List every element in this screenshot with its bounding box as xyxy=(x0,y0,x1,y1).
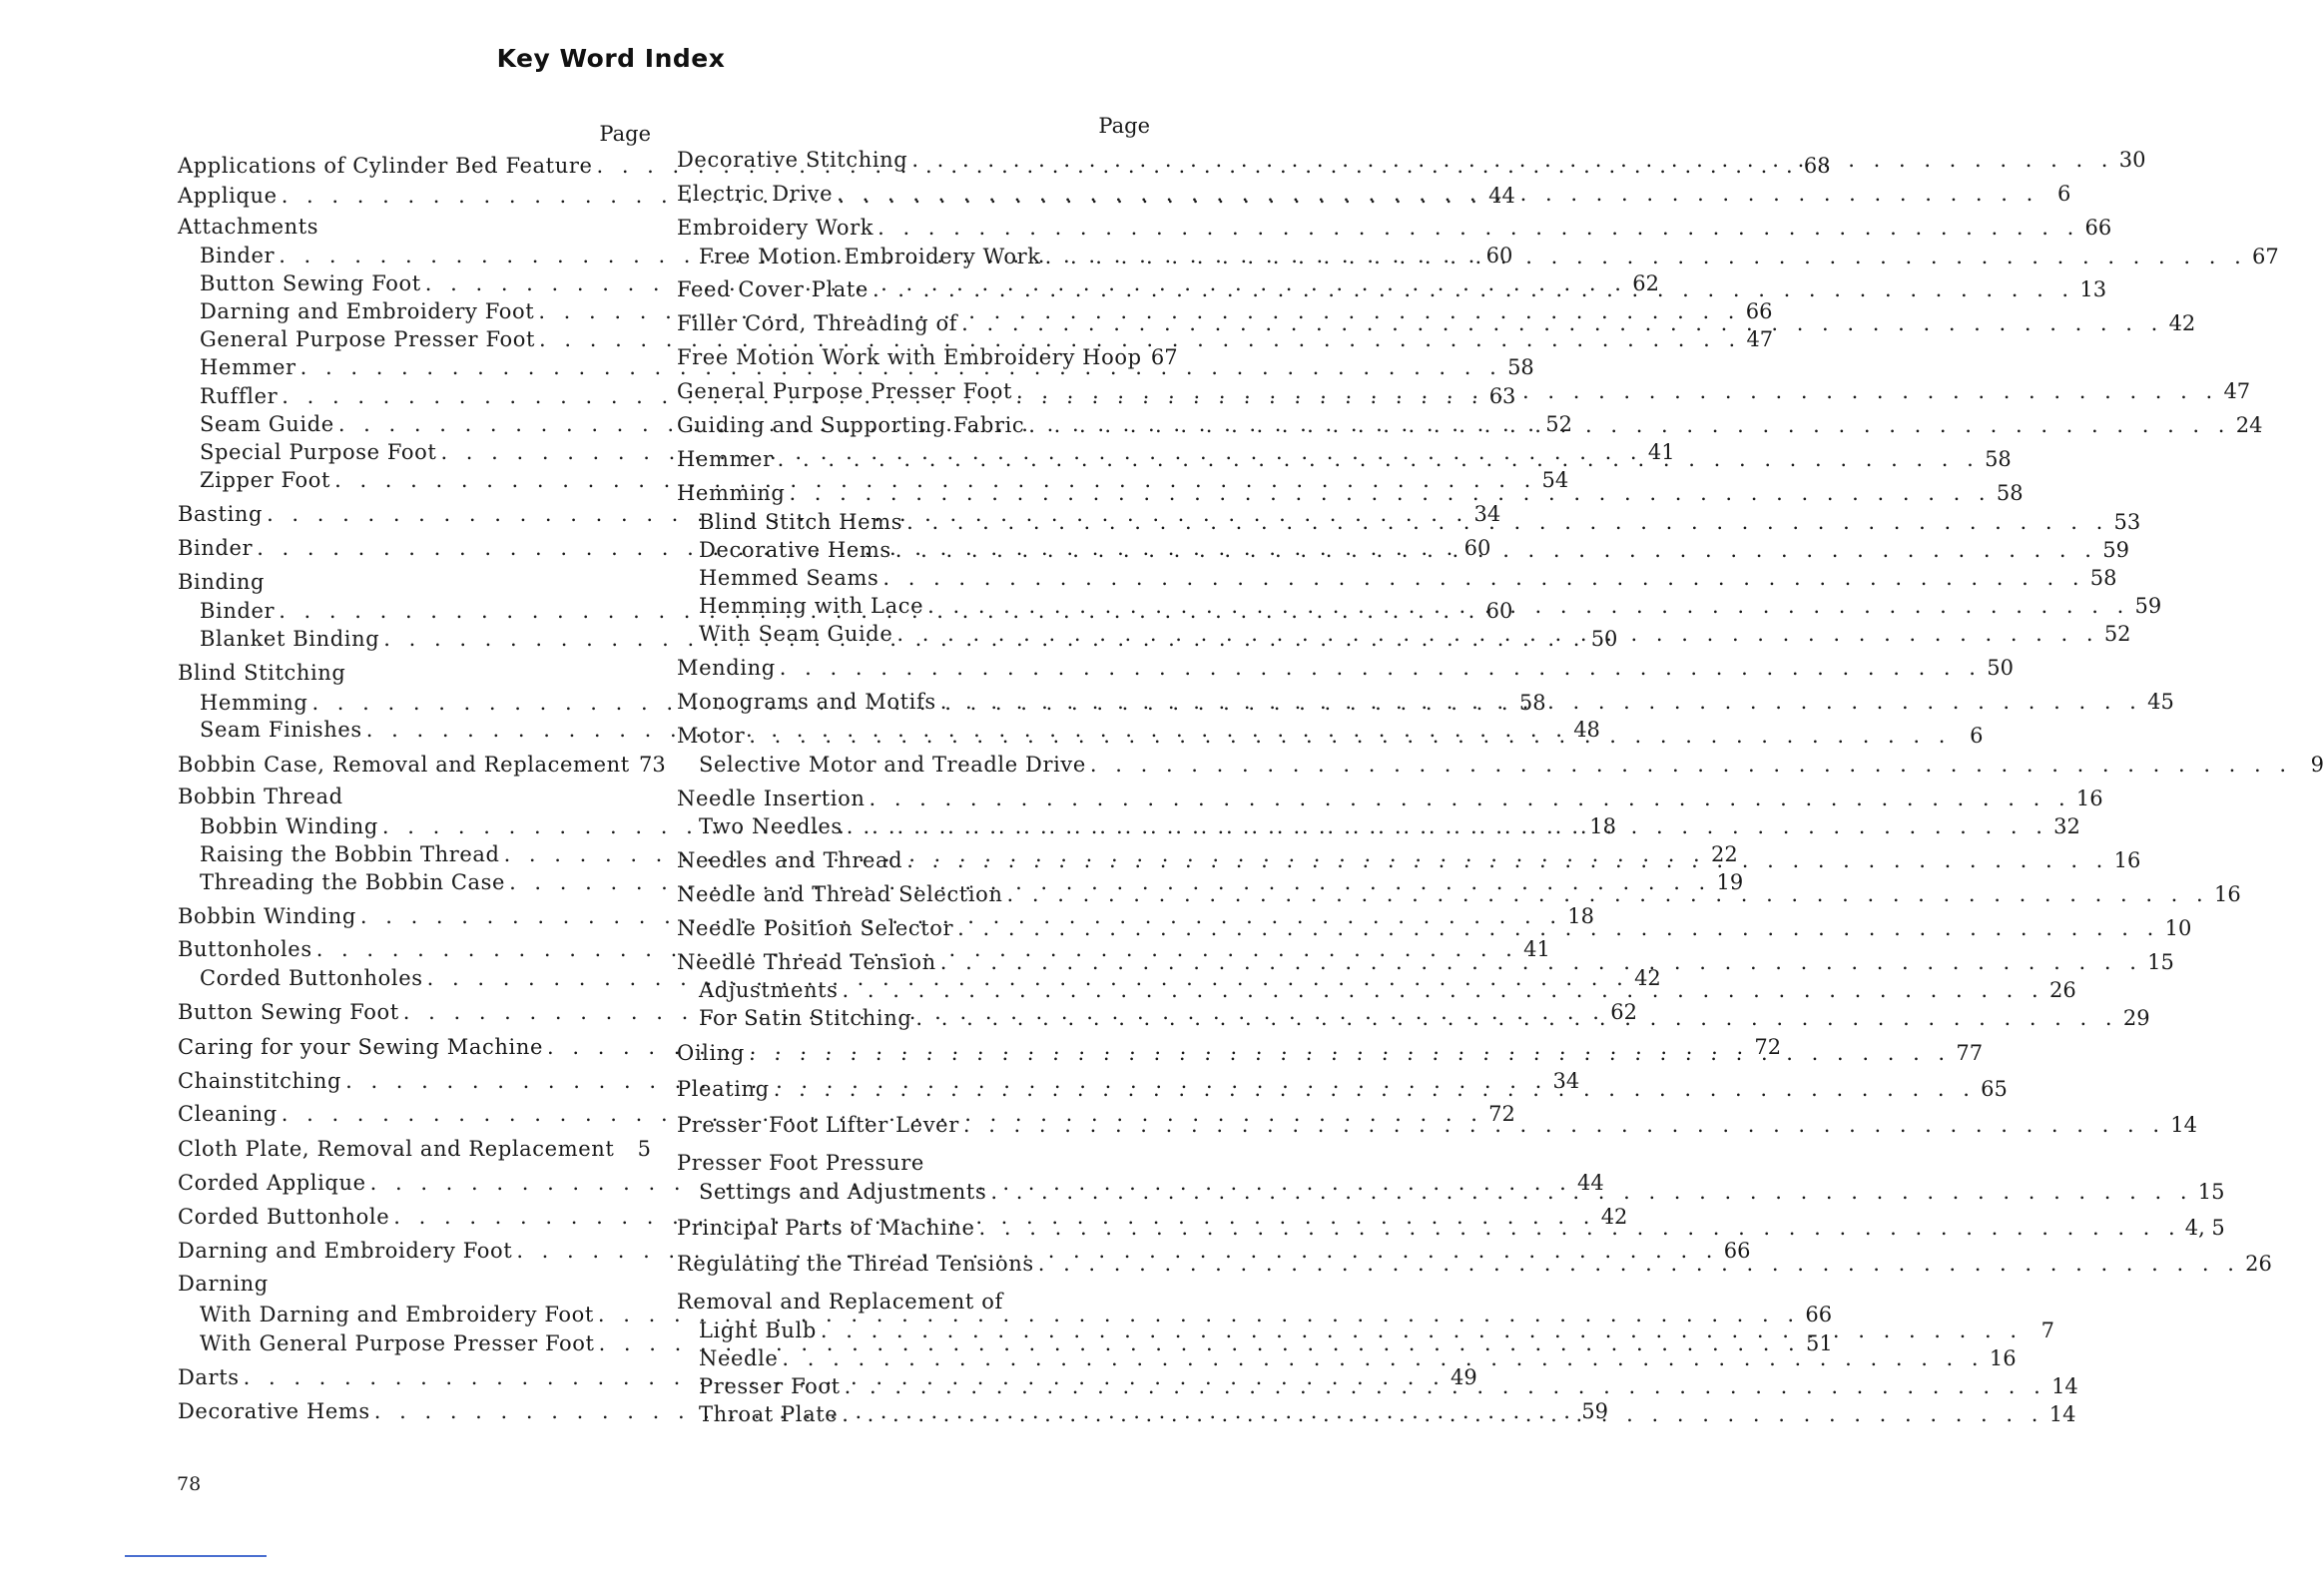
dot-leader xyxy=(837,180,2038,208)
entry-label: Light Bulb xyxy=(699,1318,817,1342)
entry-label: Bobbin Winding xyxy=(178,904,356,928)
dot-leader xyxy=(915,1004,2117,1032)
entry-page: 66 xyxy=(1745,299,1773,323)
entry-page: 13 xyxy=(2079,277,2107,301)
entry-page: 58 xyxy=(2089,566,2117,590)
dot-leader xyxy=(1028,411,2230,439)
entry-label: Blanket Binding xyxy=(200,627,380,651)
entry-label: Selective Motor and Treadle Drive xyxy=(699,753,1086,777)
dot-leader xyxy=(906,508,2108,536)
entry-page: 52 xyxy=(2103,622,2131,646)
entry-label: Removal and Replacement of xyxy=(677,1290,1003,1314)
left-index-entry xyxy=(178,783,651,810)
entry-label: Two Needles xyxy=(699,814,843,838)
entry-page: 26 xyxy=(2048,978,2076,1002)
right-index-entry xyxy=(699,751,2324,779)
entry-label: Hemmer xyxy=(677,447,774,471)
entry-page: 44 xyxy=(1488,184,1515,208)
entry-page: 58 xyxy=(1996,481,2024,505)
dot-leader xyxy=(940,688,2142,716)
entry-page: 32 xyxy=(2053,814,2080,838)
entry-label: Hemming xyxy=(200,691,308,715)
entry-page: 67 xyxy=(2252,245,2279,268)
entry-page: 47 xyxy=(2223,379,2251,403)
entry-label: Decorative Hems xyxy=(178,1399,370,1423)
entry-label: General Purpose Presser Foot xyxy=(200,327,536,351)
entry-page: 67 xyxy=(1150,345,1178,369)
entry-label: Cloth Plate, Removal and Replacement xyxy=(178,1137,615,1161)
entry-page: 14 xyxy=(2048,1402,2076,1426)
entry-label: Pleating xyxy=(677,1077,770,1101)
entry-label: Adjustments xyxy=(699,978,839,1002)
entry-page: 15 xyxy=(2147,950,2174,974)
entry-page: 51 xyxy=(1806,1331,1833,1355)
right-index-entry xyxy=(699,1344,2017,1372)
entry-label: Needle xyxy=(699,1346,779,1370)
dot-leader xyxy=(847,812,2048,840)
entry-label: Applique xyxy=(178,184,278,208)
entry-label: Regulating the Thread Tensions xyxy=(677,1252,1034,1276)
entry-page: 62 xyxy=(1610,1000,1637,1024)
entry-page: 18 xyxy=(1589,814,1617,838)
entry-page: 18 xyxy=(1567,904,1595,928)
entry-label: Raising the Bobbin Thread xyxy=(200,842,500,866)
entry-page: 48 xyxy=(1573,718,1600,742)
entry-label: Attachments xyxy=(178,215,319,239)
entry-label: General Purpose Presser Foot xyxy=(677,379,1013,403)
right-index-entry xyxy=(699,564,2117,592)
entry-page: 49 xyxy=(1451,1365,1477,1389)
entry-label: Darning and Embroidery Foot xyxy=(178,1239,513,1263)
entry-label: Binder xyxy=(200,244,276,267)
entry-page: 15 xyxy=(2197,1180,2225,1204)
dot-leader xyxy=(821,1317,2023,1344)
entry-page: 30 xyxy=(2118,148,2146,172)
entry-page: 4, 5 xyxy=(2184,1216,2225,1240)
entry-page: 50 xyxy=(1987,656,2014,680)
left-index-entry xyxy=(178,1270,651,1298)
dot-leader xyxy=(749,1039,1951,1067)
dot-leader xyxy=(749,722,1951,750)
entry-label: Electric Drive xyxy=(677,182,834,206)
entry-label: Darning xyxy=(178,1272,269,1296)
page-number: 78 xyxy=(177,1473,202,1495)
left-index-entry xyxy=(200,325,1774,353)
entry-page: 34 xyxy=(1552,1069,1580,1093)
page-title: Key Word Index xyxy=(496,44,726,73)
entry-label: Hemmer xyxy=(200,355,296,379)
dot-leader xyxy=(882,564,2084,592)
entry-label: Free Motion Work with Embroidery Hoop xyxy=(677,345,1142,369)
entry-label: Ruffler xyxy=(200,384,279,408)
entry-label: Chainstitching xyxy=(178,1069,342,1093)
entry-page: 42 xyxy=(1600,1205,1628,1229)
entry-label: Bobbin Thread xyxy=(178,785,343,808)
entry-label: Hemming xyxy=(677,481,786,505)
dot-leader xyxy=(927,592,2129,620)
dot-leader xyxy=(877,214,2079,242)
entry-label: Seam Finishes xyxy=(200,718,362,742)
entry-label: Seam Guide xyxy=(200,412,334,436)
dot-leader xyxy=(963,1111,2165,1139)
right-index-entry xyxy=(677,1149,1150,1177)
entry-page: 6 xyxy=(2056,182,2071,206)
right-index-entry xyxy=(677,654,2014,682)
dot-leader xyxy=(1090,751,2292,779)
entry-page: 65 xyxy=(1981,1077,2008,1101)
entry-label: Presser Foot Lifter Lever xyxy=(677,1113,959,1137)
entry-label: Cleaning xyxy=(178,1102,278,1126)
dot-leader xyxy=(618,1135,619,1163)
entry-page: 54 xyxy=(1541,468,1569,492)
entry-page: 10 xyxy=(2164,916,2192,940)
entry-label: Mending xyxy=(677,656,776,680)
entry-label: Bobbin Case, Removal and Replacement xyxy=(178,753,630,777)
entry-page: 22 xyxy=(1711,842,1738,866)
dot-leader xyxy=(979,1214,2181,1242)
right-index-entry xyxy=(677,1288,1150,1316)
entry-label: For Satin Stitching xyxy=(699,1006,912,1030)
entry-page: 58 xyxy=(1507,355,1534,379)
dot-leader xyxy=(896,620,2098,648)
entry-page: 68 xyxy=(1803,154,1831,178)
left-page-header: Page xyxy=(599,122,651,146)
left-index-entry xyxy=(178,568,651,596)
dot-leader xyxy=(895,536,2097,564)
right-index-entry xyxy=(677,343,1178,371)
entry-page: 14 xyxy=(2051,1374,2078,1398)
entry-page: 58 xyxy=(1518,691,1546,715)
dot-leader xyxy=(782,1344,1984,1372)
entry-label: Motor xyxy=(677,724,746,748)
left-index-entry xyxy=(178,213,651,241)
entry-page: 5 xyxy=(637,1137,651,1161)
entry-label: Presser Foot xyxy=(699,1374,841,1398)
dot-leader xyxy=(961,309,2163,337)
dot-leader xyxy=(990,1178,2192,1206)
entry-page: 9 xyxy=(2310,753,2324,777)
entry-label: Monograms and Motifs xyxy=(677,690,936,714)
entry-label: Needles and Thread xyxy=(677,848,903,872)
entry-page: 14 xyxy=(2170,1113,2197,1137)
entry-label: Buttonholes xyxy=(178,937,312,961)
entry-page: 59 xyxy=(1581,1399,1608,1423)
dot-leader xyxy=(940,948,2142,976)
entry-label: Zipper Foot xyxy=(200,468,331,492)
entry-label: Needle Insertion xyxy=(677,787,866,810)
entry-page: 72 xyxy=(1488,1102,1515,1126)
entry-label: With General Purpose Presser Foot xyxy=(200,1331,595,1355)
entry-label: Throat Plate xyxy=(699,1402,839,1426)
dot-leader xyxy=(778,445,1980,473)
entry-label: With Seam Guide xyxy=(699,622,893,646)
entry-label: Settings and Adjustments xyxy=(699,1180,987,1204)
dot-leader xyxy=(906,846,2108,874)
entry-label: Corded Buttonhole xyxy=(178,1205,390,1229)
right-page-header: Page xyxy=(1098,114,1150,138)
entry-page: 53 xyxy=(2113,510,2141,534)
entry-page: 44 xyxy=(1577,1171,1604,1195)
entry-page: 60 xyxy=(1485,244,1513,267)
entry-label: Darning and Embroidery Foot xyxy=(200,299,535,323)
entry-label: Binding xyxy=(178,570,266,594)
entry-label: Hemmed Seams xyxy=(699,566,879,590)
dot-leader xyxy=(774,1075,1976,1103)
entry-page: 7 xyxy=(2040,1318,2055,1342)
entry-page: 29 xyxy=(2122,1006,2150,1030)
entry-label: Decorative Stitching xyxy=(677,148,908,172)
entry-page: 26 xyxy=(2245,1252,2272,1276)
entry-page: 16 xyxy=(2113,848,2141,872)
dot-leader xyxy=(842,1400,2043,1428)
entry-page: 41 xyxy=(1523,937,1550,961)
entry-page: 63 xyxy=(1488,384,1516,408)
entry-page: 24 xyxy=(2235,413,2263,437)
entry-page: 66 xyxy=(1805,1303,1833,1326)
entry-page: 73 xyxy=(639,753,666,777)
dot-leader xyxy=(1038,1250,2240,1278)
entry-page: 72 xyxy=(1754,1035,1782,1059)
entry-label: Caring for your Sewing Machine xyxy=(178,1035,543,1059)
entry-page: 6 xyxy=(1970,724,1984,748)
right-index-entry xyxy=(677,214,2112,242)
entry-label: Filler Cord, Threading of xyxy=(677,311,958,335)
entry-label: Oiling xyxy=(677,1041,745,1065)
dot-leader xyxy=(845,1372,2046,1400)
entry-page: 60 xyxy=(1485,599,1513,623)
entry-label: With Darning and Embroidery Foot xyxy=(200,1303,594,1326)
dot-leader xyxy=(843,976,2044,1004)
entry-page: 52 xyxy=(1545,412,1572,436)
entry-label: Presser Foot Pressure xyxy=(677,1151,924,1175)
entry-label: Button Sewing Foot xyxy=(200,271,421,295)
entry-label: Corded Buttonholes xyxy=(200,966,423,990)
dot-leader xyxy=(911,146,2113,174)
right-index-entry xyxy=(677,785,2103,812)
entry-page: 16 xyxy=(2213,882,2241,906)
entry-label: Embroidery Work xyxy=(677,216,874,240)
entry-page: 45 xyxy=(2147,690,2174,714)
entry-label: Guiding and Supporting Fabric xyxy=(677,413,1025,437)
left-index-entry xyxy=(178,751,666,779)
dot-leader xyxy=(1016,377,2218,405)
bottom-rule xyxy=(125,1555,267,1557)
entry-label: Button Sewing Foot xyxy=(178,1000,399,1024)
entry-page: 58 xyxy=(1985,447,2012,471)
entry-label: Needle Thread Tension xyxy=(677,950,936,974)
dot-leader xyxy=(957,914,2159,942)
entry-label: Needle and Thread Selection xyxy=(677,882,1003,906)
entry-label: Bobbin Winding xyxy=(200,814,378,838)
entry-page: 60 xyxy=(1463,536,1491,560)
entry-page: 77 xyxy=(1956,1041,1984,1065)
left-index-entry xyxy=(178,1135,651,1163)
entry-label: Applications of Cylinder Bed Feature xyxy=(178,154,593,178)
dot-leader xyxy=(780,654,1982,682)
dot-leader xyxy=(869,785,2070,812)
entry-page: 34 xyxy=(1473,502,1501,526)
entry-page: 62 xyxy=(1632,271,1659,295)
entry-page: 16 xyxy=(2075,787,2103,810)
dot-leader xyxy=(872,275,2074,303)
entry-label: Binder xyxy=(200,599,276,623)
entry-label: Blind Stitch Hems xyxy=(699,510,903,534)
entry-page: 42 xyxy=(1634,966,1661,990)
entry-label: Hemming with Lace xyxy=(699,594,924,618)
entry-page: 66 xyxy=(1723,1239,1751,1263)
entry-label: Darts xyxy=(178,1365,240,1389)
entry-label: Binder xyxy=(178,536,254,560)
entry-label: Decorative Hems xyxy=(699,538,891,562)
entry-page: 50 xyxy=(1590,627,1618,651)
entry-label: Needle Position Selector xyxy=(677,916,954,940)
entry-label: Feed Cover Plate xyxy=(677,277,869,301)
entry-page: 16 xyxy=(1989,1346,2017,1370)
dot-leader xyxy=(789,479,1991,507)
entry-label: Basting xyxy=(178,502,264,526)
dot-leader xyxy=(1007,880,2209,908)
entry-label: Special Purpose Foot xyxy=(200,440,437,464)
entry-page: 59 xyxy=(2134,594,2162,618)
entry-page: 66 xyxy=(2084,216,2112,240)
entry-page: 42 xyxy=(2168,311,2196,335)
entry-page: 47 xyxy=(1746,327,1774,351)
entry-label: Free Motion Embroidery Work xyxy=(699,245,1041,268)
left-index-entry xyxy=(178,659,651,687)
entry-label: Threading the Bobbin Case xyxy=(200,870,506,894)
dot-leader xyxy=(1045,243,2247,270)
entry-page: 59 xyxy=(2102,538,2129,562)
entry-page: 19 xyxy=(1716,870,1744,894)
entry-page: 41 xyxy=(1647,440,1675,464)
entry-label: Blind Stitching xyxy=(178,661,346,685)
entry-label: Corded Applique xyxy=(178,1171,366,1195)
entry-label: Principal Parts of Machine xyxy=(677,1216,975,1240)
